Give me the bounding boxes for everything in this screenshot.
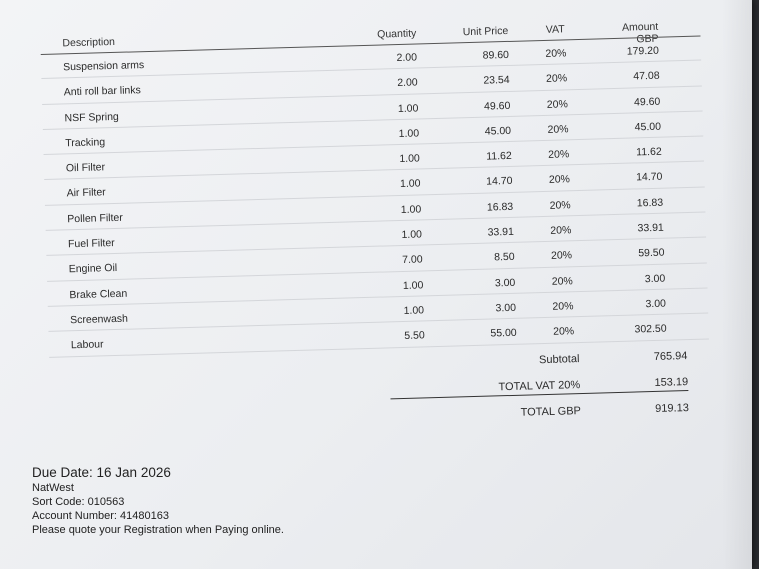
item-description: NSF Spring bbox=[64, 110, 119, 124]
item-description: Brake Clean bbox=[69, 287, 128, 301]
header-description: Description bbox=[62, 35, 116, 50]
vat-value: 153.19 bbox=[654, 375, 689, 389]
item-quantity: 7.00 bbox=[402, 253, 423, 267]
item-amount: 11.62 bbox=[636, 145, 662, 159]
item-amount: 3.00 bbox=[644, 272, 666, 285]
item-vat: 20% bbox=[548, 148, 570, 162]
totals-block bbox=[49, 339, 711, 437]
item-quantity: 5.50 bbox=[404, 329, 425, 343]
subtotal-label: Subtotal bbox=[538, 352, 580, 366]
item-vat: 20% bbox=[545, 47, 567, 60]
item-amount: 14.70 bbox=[635, 171, 663, 184]
item-quantity: 1.00 bbox=[398, 127, 420, 140]
item-amount: 179.20 bbox=[626, 44, 660, 58]
item-quantity: 1.00 bbox=[399, 177, 421, 191]
item-unit-price: 8.50 bbox=[493, 251, 515, 264]
item-vat: 20% bbox=[551, 274, 573, 288]
account-number: Account Number: 41480163 bbox=[32, 510, 169, 522]
item-vat: 20% bbox=[549, 199, 571, 212]
item-unit-price: 11.62 bbox=[486, 150, 512, 163]
header-unit-price: Unit Price bbox=[462, 24, 509, 39]
item-amount: 59.50 bbox=[638, 247, 665, 260]
item-unit-price: 49.60 bbox=[483, 99, 511, 113]
item-quantity: 1.00 bbox=[397, 102, 419, 115]
item-amount: 49.60 bbox=[633, 95, 661, 109]
item-unit-price: 45.00 bbox=[484, 124, 512, 138]
item-quantity: 2.00 bbox=[396, 51, 418, 65]
item-description: Labour bbox=[70, 338, 104, 352]
item-description: Suspension arms bbox=[62, 59, 145, 74]
due-date: Due Date: 16 Jan 2026 bbox=[32, 465, 171, 480]
item-quantity: 1.00 bbox=[399, 152, 420, 166]
item-quantity: 2.00 bbox=[397, 76, 418, 90]
payment-note: Please quote your Registration when Paying online. bbox=[32, 524, 284, 536]
item-description: Engine Oil bbox=[68, 262, 118, 276]
item-vat: 20% bbox=[546, 97, 568, 111]
subtotal-value: 765.94 bbox=[653, 349, 688, 363]
item-quantity: 1.00 bbox=[403, 304, 425, 317]
item-vat: 20% bbox=[547, 123, 569, 136]
item-amount: 47.08 bbox=[633, 70, 660, 83]
item-vat: 20% bbox=[545, 72, 568, 86]
item-description: Screenwash bbox=[70, 312, 129, 327]
item-unit-price: 23.54 bbox=[483, 74, 510, 87]
item-vat: 20% bbox=[550, 249, 573, 263]
item-unit-price: 14.70 bbox=[486, 175, 513, 189]
item-description: Oil Filter bbox=[65, 161, 106, 175]
item-vat: 20% bbox=[553, 325, 575, 339]
item-unit-price: 33.91 bbox=[487, 225, 515, 239]
item-amount: 3.00 bbox=[645, 297, 667, 311]
total-value: 919.13 bbox=[655, 401, 690, 415]
payment-details bbox=[32, 464, 284, 537]
item-quantity: 1.00 bbox=[402, 279, 424, 292]
invoice-sheet bbox=[40, 10, 711, 438]
sort-code: Sort Code: 010563 bbox=[32, 496, 125, 508]
item-description: Fuel Filter bbox=[67, 237, 115, 251]
item-description: Pollen Filter bbox=[67, 211, 123, 226]
item-unit-price: 16.83 bbox=[486, 200, 514, 214]
paper-edge-shadow bbox=[722, 0, 752, 569]
item-vat: 20% bbox=[552, 300, 574, 313]
item-amount: 45.00 bbox=[634, 120, 662, 134]
item-vat: 20% bbox=[548, 173, 571, 187]
header-vat: VAT bbox=[545, 23, 565, 36]
item-description: Tracking bbox=[65, 136, 106, 150]
item-unit-price: 55.00 bbox=[490, 327, 517, 340]
item-quantity: 1.00 bbox=[400, 203, 422, 216]
item-amount: 302.50 bbox=[634, 322, 667, 336]
item-unit-price: 3.00 bbox=[494, 276, 516, 290]
total-label: TOTAL GBP bbox=[520, 404, 582, 419]
item-description: Anti roll bar links bbox=[63, 84, 141, 99]
vat-label: TOTAL VAT 20% bbox=[498, 378, 581, 393]
item-amount: 33.91 bbox=[637, 221, 664, 235]
item-unit-price: 3.00 bbox=[495, 301, 517, 315]
item-quantity: 1.00 bbox=[401, 228, 423, 242]
header-amount: Amount GBP bbox=[621, 20, 659, 46]
item-description: Air Filter bbox=[66, 186, 106, 200]
item-unit-price: 89.60 bbox=[482, 48, 510, 62]
header-quantity: Quantity bbox=[377, 27, 417, 41]
item-vat: 20% bbox=[550, 224, 572, 237]
line-items bbox=[41, 36, 709, 358]
item-amount: 16.83 bbox=[636, 196, 664, 210]
bank-name: NatWest bbox=[32, 482, 74, 494]
